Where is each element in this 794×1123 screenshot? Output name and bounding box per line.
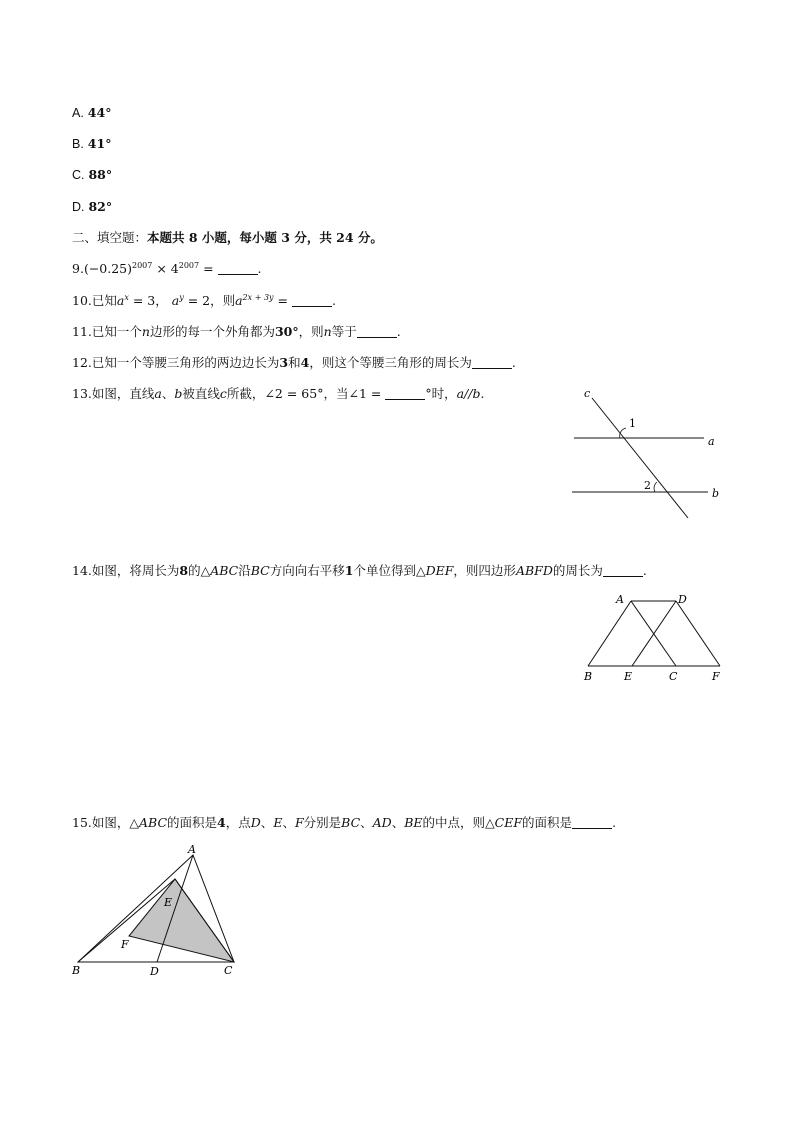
question-number: 11. bbox=[72, 324, 92, 339]
period: . bbox=[396, 324, 401, 339]
label-a: a bbox=[708, 435, 715, 448]
q13-text: °时， bbox=[425, 386, 457, 401]
q13-text: 、 bbox=[161, 386, 175, 401]
q11-text: ，则 bbox=[298, 324, 324, 339]
q15-value: 4 bbox=[217, 815, 226, 830]
q13-text: 所截， bbox=[226, 386, 265, 401]
q14-text: 的 bbox=[188, 563, 201, 578]
option-value: 44° bbox=[87, 105, 112, 120]
q9-exponent-1: 2007 bbox=[132, 260, 153, 270]
q12-value: 4 bbox=[300, 355, 310, 370]
option-value: 41° bbox=[87, 136, 112, 151]
label-B: B bbox=[584, 670, 593, 683]
q15-triangle: △ABC bbox=[129, 815, 168, 830]
q11-var: n bbox=[141, 324, 150, 339]
q12-text: 和 bbox=[288, 355, 301, 370]
q10-text: = 2，则 bbox=[183, 293, 236, 308]
question-number: 9. bbox=[72, 261, 84, 276]
question-number: 12. bbox=[72, 355, 92, 370]
q13-text: ，当 bbox=[323, 386, 349, 401]
q14-text: ，则四边形 bbox=[453, 563, 516, 578]
label-E: E bbox=[164, 896, 173, 909]
q15-sep: 、 bbox=[260, 815, 274, 830]
q13-angle2: ∠2 = 65° bbox=[264, 386, 324, 401]
label-D: D bbox=[678, 593, 687, 606]
q15-sep: 、 bbox=[391, 815, 405, 830]
option-value: 88° bbox=[88, 167, 113, 182]
q10-text: = bbox=[273, 293, 292, 308]
q13-var: b bbox=[174, 386, 183, 401]
q14-text: 的周长为 bbox=[552, 563, 603, 578]
q14-triangle: △ABC bbox=[200, 563, 239, 578]
q14-value: 1 bbox=[344, 563, 354, 578]
q11-value: 30° bbox=[274, 324, 299, 339]
section-desc: 本题共 8 小题，每小题 3 分，共 24 分。 bbox=[147, 230, 383, 245]
label-b: b bbox=[712, 487, 720, 500]
q9-equals: = bbox=[199, 261, 218, 276]
q9-base: (−0.25) bbox=[83, 261, 132, 276]
label-angle-1: 1 bbox=[629, 417, 636, 430]
label-D: D bbox=[150, 965, 159, 978]
q14-text: 方向向右平移 bbox=[269, 563, 345, 578]
option-letter: D. bbox=[72, 200, 85, 214]
q13-text: 被直线 bbox=[182, 386, 220, 401]
label-F: F bbox=[121, 938, 129, 951]
label-C: C bbox=[669, 670, 678, 683]
q14-quad: ABFD bbox=[515, 563, 553, 578]
period: . bbox=[331, 293, 336, 308]
label-A: A bbox=[188, 843, 196, 856]
q14-triangle: △DEF bbox=[415, 563, 454, 578]
option-letter: A. bbox=[72, 106, 84, 120]
option-letter: B. bbox=[72, 137, 84, 151]
q10-exp: y bbox=[179, 292, 184, 302]
q12-text: ，则这个等腰三角形的周长为 bbox=[309, 355, 472, 370]
q12-value: 3 bbox=[279, 355, 289, 370]
q10-var: a bbox=[116, 293, 125, 308]
q10-var: a bbox=[235, 293, 243, 308]
q15-sep: 、 bbox=[360, 815, 373, 830]
q14-text: 沿 bbox=[238, 563, 251, 578]
q11-text: 等于 bbox=[331, 324, 357, 339]
period: . bbox=[511, 355, 516, 370]
q15-segment: BE bbox=[404, 815, 423, 830]
q9-exponent-2: 2007 bbox=[178, 260, 200, 270]
question-number: 15. bbox=[72, 815, 92, 830]
q15-text: 分别是 bbox=[303, 815, 342, 830]
q11-text: 边形的每一个外角都为 bbox=[149, 324, 275, 339]
question-number: 10. bbox=[72, 293, 92, 308]
option-letter: C. bbox=[72, 168, 85, 182]
q14-text: 如图，将周长为 bbox=[91, 563, 180, 578]
q10-text: = 3， bbox=[128, 293, 172, 308]
q15-point: E bbox=[273, 815, 283, 830]
option-value: 82° bbox=[88, 199, 113, 214]
label-c: c bbox=[584, 387, 591, 400]
q13-angle1: ∠1 = bbox=[348, 386, 386, 401]
q14-value: 8 bbox=[179, 563, 189, 578]
label-F: F bbox=[712, 670, 720, 683]
label-E: E bbox=[624, 670, 633, 683]
q13-parallel: a//b bbox=[456, 386, 481, 401]
q15-triangle: △CEF bbox=[485, 815, 523, 830]
q15-text: 的面积是 bbox=[167, 815, 218, 830]
period: . bbox=[480, 386, 485, 401]
q10-exp: x bbox=[124, 292, 129, 302]
q15-point: D bbox=[250, 815, 261, 830]
section-label: 二、填空题： bbox=[72, 230, 148, 245]
label-B: B bbox=[72, 964, 81, 977]
period: . bbox=[257, 261, 262, 276]
q15-point: F bbox=[294, 815, 304, 830]
q15-text: 如图， bbox=[91, 815, 130, 830]
q14-text: 个单位得到 bbox=[353, 563, 416, 578]
label-A: A bbox=[616, 593, 624, 606]
q15-segment: AD bbox=[372, 815, 392, 830]
q15-text: 的中点，则 bbox=[422, 815, 486, 830]
q10-text: 已知 bbox=[91, 293, 117, 308]
label-C: C bbox=[224, 964, 233, 977]
label-angle-2: 2 bbox=[644, 479, 651, 492]
q14-segment: BC bbox=[250, 563, 270, 578]
period: . bbox=[642, 563, 647, 578]
q13-var: a bbox=[154, 386, 162, 401]
q9-times: × 4 bbox=[152, 261, 179, 276]
q10-exp: 2x + 3y bbox=[242, 292, 274, 302]
q15-segment: BC bbox=[341, 815, 361, 830]
q12-text: 已知一个等腰三角形的两边边长为 bbox=[91, 355, 280, 370]
q13-var: c bbox=[219, 386, 227, 401]
q11-text: 已知一个 bbox=[91, 324, 142, 339]
q11-var: n bbox=[323, 324, 332, 339]
q15-text: 的面积是 bbox=[522, 815, 573, 830]
question-number: 13. bbox=[72, 386, 92, 401]
q13-text: 如图，直线 bbox=[91, 386, 155, 401]
q15-text: ，点 bbox=[225, 815, 251, 830]
period: . bbox=[612, 815, 617, 830]
q15-sep: 、 bbox=[282, 815, 295, 830]
q10-var: a bbox=[171, 293, 180, 308]
question-number: 14. bbox=[72, 563, 92, 578]
